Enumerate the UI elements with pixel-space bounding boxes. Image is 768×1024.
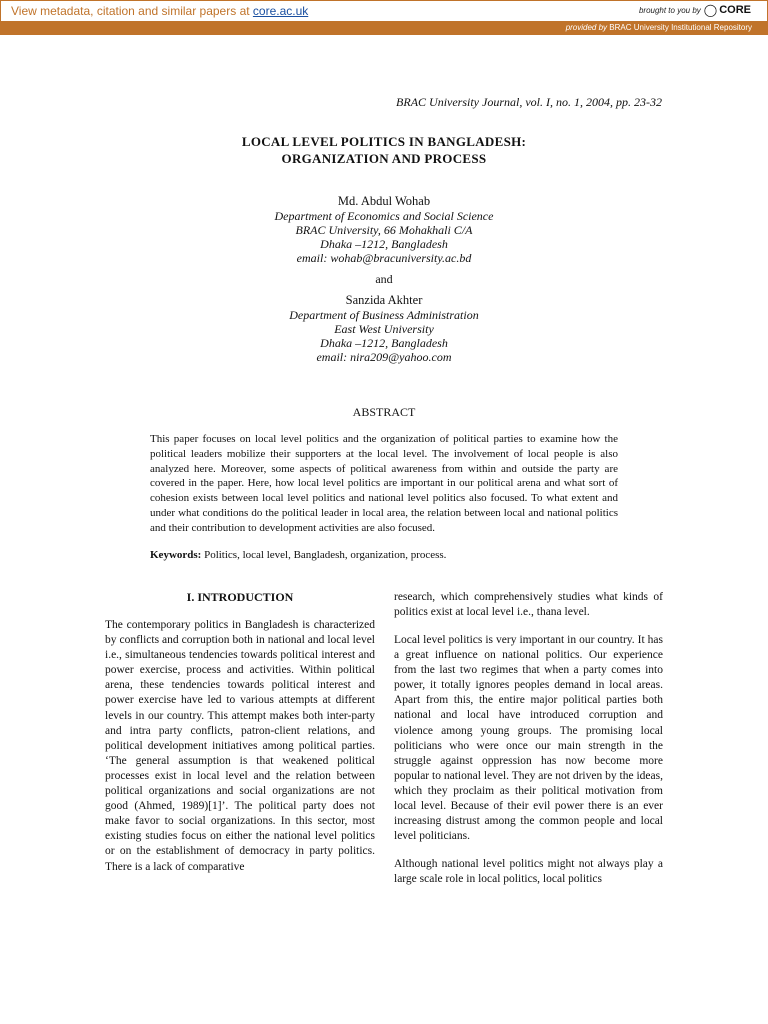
brought-to-you-text: brought to you by	[638, 5, 701, 15]
author1-addr2: Dhaka –1212, Bangladesh	[320, 237, 448, 251]
provider-name: BRAC University Institutional Repository	[609, 23, 752, 32]
title-line-2: ORGANIZATION AND PROCESS	[281, 151, 487, 166]
intro-right-paragraph-1: research, which comprehensively studies what kinds of politics exist at local level i.e., thana level.	[394, 591, 663, 619]
provided-by-text	[566, 23, 752, 32]
core-brand	[639, 3, 751, 17]
author1-dept: Department of Economics and Social Science	[274, 209, 494, 223]
core-logo[interactable]	[704, 3, 751, 17]
core-link[interactable]: core.ac.uk	[252, 4, 309, 18]
intro-right-paragraph-2: Local level politics is very important in our country. It has a great influence on national politics. Our experience from the last two regimes that when a party comes into power, it totally ignores peoples demand in local areas. Apart from this, the entire major political parties both national and local have introduced corruption and violence among young groups. The promising local politicians who were once our main strength in the struggle against oppression has now become more popular to national level. They are not driven by the ideas, which they proclaim as their political motivation from local level. Because of their evil power there is an ever increasing distrust among the common people and local level politicians.	[394, 634, 663, 843]
paper-title	[0, 133, 768, 167]
abstract-heading: ABSTRACT	[352, 405, 416, 419]
introduction-heading: I. INTRODUCTION	[186, 590, 294, 604]
author1-addr1: BRAC University, 66 Mohakhali C/A	[295, 223, 473, 237]
core-logo-icon: ◯	[703, 3, 718, 17]
author2-addr1: East West University	[334, 322, 434, 336]
core-provider-strip	[0, 21, 768, 35]
abstract-text: This paper focuses on local level politics and the organization of political parties to examine how the political leaders mobilize their supporters at the local level. The involvement of local people is also analyzed here. Moreover, some aspects of political awareness from within and outside the party are covered in the paper. Here, how local level politics are important in our political arena and what sort of cohesion exists between local level politics and national level politics also focused. To what extent and under what conditions do the political leader in local area, the relation between local and national politics and their contribution to development activities are also focused.	[150, 433, 618, 534]
intro-left-column: The contemporary politics in Bangladesh is characterized by conflicts and corruption both in national and local level i.e., simultaneous tendencies towards political interest and power exercise, process and activities. Within political arena, these tendencies towards political interest and power exercise have led to various attempts at different levels in our country. This attempt makes both inter-party and intra party conflicts, patron-client relations, and political development initiatives among political parties. ‘The general assumption is that weakened political processes exist in local level and the relation between political organizations and social organizations are not good (Ahmed, 1989)[1]’. The political party does not make favor to social organizations. In this sector, most existing studies focus on either the national level politics or on the establishment of democracy in party politics. There is a lack of comparative	[105, 619, 375, 873]
author2-email: email: nira209@yahoo.com	[316, 350, 452, 364]
and-separator: and	[375, 272, 393, 286]
author2-affiliation	[0, 308, 768, 364]
core-metadata-text	[11, 4, 308, 18]
author1-affiliation	[0, 209, 768, 265]
provided-by-label: provided by	[565, 23, 608, 32]
intro-right-paragraph-3: Although national level politics might not always play a large scale role in local politics, local politics	[394, 858, 663, 886]
author2-dept: Department of Business Administration	[289, 308, 479, 322]
author1-email: email: wohab@bracuniversity.ac.bd	[296, 251, 472, 265]
author2-name: Sanzida Akhter	[345, 293, 423, 307]
keywords-line	[150, 549, 446, 561]
keywords-text: Politics, local level, Bangladesh, organization, process.	[201, 549, 447, 561]
author1-name: Md. Abdul Wohab	[337, 194, 431, 208]
author2-addr2: Dhaka –1212, Bangladesh	[320, 336, 448, 350]
journal-reference: BRAC University Journal, vol. I, no. 1, 2004, pp. 23-32	[396, 95, 662, 109]
core-logo-text: CORE	[719, 4, 751, 16]
title-line-1: LOCAL LEVEL POLITICS IN BANGLADESH:	[241, 134, 527, 149]
core-metadata-prefix: View metadata, citation and similar papers at	[11, 4, 253, 18]
keywords-label: Keywords:	[150, 549, 202, 561]
core-banner	[0, 0, 768, 21]
